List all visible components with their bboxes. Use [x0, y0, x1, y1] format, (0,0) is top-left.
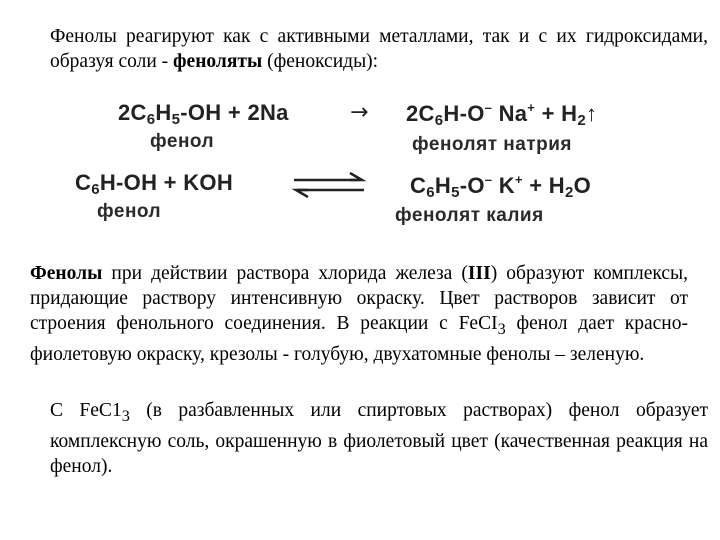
reaction1-right: $2C_6H-O^-$ $Na^+ + H_2↑$ [406, 100, 598, 129]
reaction2-left: $C_6H-OH$ + KOH [75, 170, 234, 198]
intro-paragraph [30, 24, 708, 74]
fecl3-bold-start: Фенолы [30, 263, 103, 284]
reaction2-label-right: фенолят калия [395, 205, 544, 226]
reaction1-left: $2C_6H_5-OH + 2Na$ [118, 100, 289, 128]
equilibrium-arrows-icon [290, 170, 368, 200]
reaction1-label-right: фенолят натрия [412, 134, 573, 155]
reaction2-right: $C_6H_5-O^-$ $K^+ + H_2O$ [410, 172, 592, 201]
reaction2-label-left: фенол [97, 201, 162, 222]
intro-bold-term: феноляты [173, 51, 263, 72]
iron-oxidation-state: III [467, 263, 491, 284]
intro-text: Фенолы реагируют как с активными металлами, так и с их гидроксидами, образуя соли - [50, 26, 708, 72]
qualitative-reaction-paragraph: С $FeC1_3$ (в разбавленных или спиртовых растворах) фенол образует комплексную соль, окрашенную в фиолетовый цвет (качественная реакция на фенол). [50, 400, 709, 477]
fecl3-paragraph: Фенолы при действии раствора хлорида железа (III) образуют комплексы, придающие раствору интенсивную окраску. Цвет растворов зависит от строения фенольного соединения. В реакции с FeCI$_3$ фенол дает красно-фиолетовую окраску, крезолы - голубую, двухатомные фенолы – зеленую. [30, 263, 688, 365]
reaction1-label-left: фенол [150, 131, 215, 152]
reaction1-arrow: → [350, 100, 369, 125]
intro-text-end: (феноксиды): [262, 51, 379, 72]
